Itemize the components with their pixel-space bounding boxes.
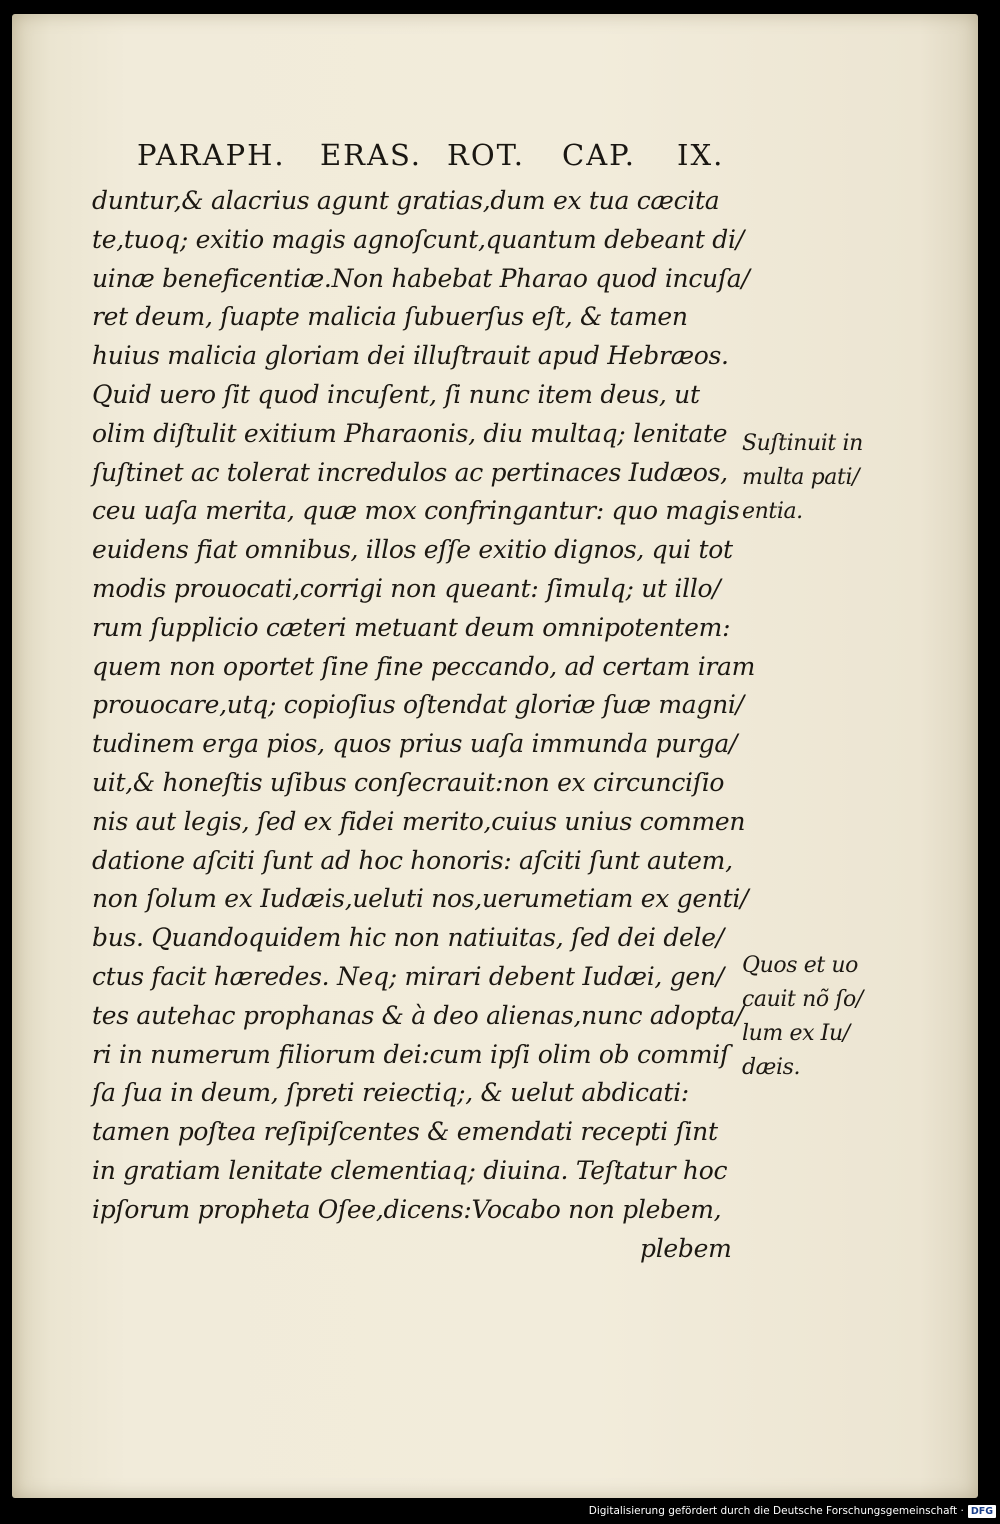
text-line: te,tuoq; exitio magis agnoſcunt,quantum debeant di/ (92, 224, 744, 254)
running-header (137, 138, 747, 178)
marginal-note-line: lum ex Iu/ (742, 1021, 850, 1046)
marginal-note-line: entia. (742, 499, 803, 524)
marginal-note-line: multa pati/ (742, 465, 860, 490)
credit-text: Digitalisierung gefördert durch die Deutsche Forschungsgemeinschaft · (588, 1505, 964, 1517)
text-line: quem non oportet ſine fine peccando, ad certam iram (92, 651, 756, 681)
text-line: ri in numerum filiorum dei:cum ipſi olim ob commiſ (92, 1039, 729, 1069)
text-line: ſa ſua in deum, ſpreti reiectiq;, & uelut abdicati: (92, 1078, 689, 1108)
text-line: bus. Quandoquidem hic non natiuitas, ſed dei dele/ (92, 923, 724, 953)
text-line: ſuſtinet ac tolerat incredulos ac pertinaces Iudæos, (92, 457, 728, 487)
text-line: ceu uaſa merita, quæ mox confringantur: quo magis (92, 496, 740, 526)
header-word-4: CAP. (562, 138, 636, 172)
marginal-note-line: Quos et uo (742, 953, 859, 978)
marginal-note-line: Suſtinuit in (742, 431, 863, 456)
text-line: nis aut legis, ſed ex fidei merito,cuius unius commen (92, 806, 746, 836)
text-line: tamen poſtea reſipiſcentes & emendati recepti ſint (92, 1117, 718, 1147)
text-line: duntur,& alacrius agunt gratias,dum ex tua cæcita (92, 186, 720, 215)
marginal-note-line: dæis. (742, 1055, 801, 1080)
header-word-1: PARAPH. (137, 138, 286, 172)
marginal-note-line: cauit nõ ſo/ (742, 987, 863, 1012)
header-word-2: ERAS. (320, 138, 422, 172)
text-line: prouocare,utq; copioſius oſtendat gloriæ ſuæ magni/ (92, 690, 744, 720)
text-line: rum ſupplicio cæteri metuant deum omnipotentem: (92, 612, 731, 642)
text-line: in gratiam lenitate clementiaq; diuina. Teſtatur hoc (92, 1155, 728, 1185)
book-page (12, 14, 978, 1498)
text-line: tudinem erga pios, quos prius uaſa immunda purga/ (92, 729, 738, 759)
text-line: euidens fiat omnibus, illos eſſe exitio dignos, qui tot (92, 535, 733, 565)
marginal-note-sustinuit (742, 427, 892, 529)
text-line: ipſorum propheta Oſee,dicens:Vocabo non plebem, (92, 1194, 722, 1224)
text-line: tes autehac prophanas & à deo alienas,nunc adopta/ (92, 1000, 744, 1030)
text-line: non ſolum ex Iudæis,ueluti nos,uerumetiam ex genti/ (92, 884, 749, 914)
digitization-credit (589, 1502, 996, 1520)
header-word-3: ROT. (447, 138, 525, 172)
text-line: modis prouocati,corrigi non queant: ſimulq; ut illo/ (92, 573, 721, 603)
text-line: Quid uero ſit quod incuſent, ſi nunc item deus, ut (92, 379, 700, 409)
main-text-block (92, 182, 756, 1268)
text-line: uit,& honeſtis uſibus conſecrauit:non ex circunciſio (92, 767, 725, 797)
text-line: ctus facit hæredes. Neq; mirari debent Iudæi, gen/ (92, 961, 724, 991)
text-line: huius malicia gloriam dei illuſtrauit apud Hebræos. (92, 341, 729, 371)
text-line: ret deum, ſuapte malicia ſubuerſus eſt, & tamen (92, 302, 688, 332)
text-line: olim diſtulit exitium Pharaonis, diu multaq; lenitate (92, 418, 728, 448)
dfg-logo-icon: DFG (968, 1505, 996, 1518)
text-line: uinæ beneficentiæ.Non habebat Pharao quod incuſa/ (92, 263, 750, 293)
header-word-5: IX. (677, 138, 725, 172)
marginal-note-quos-et-uocauit (742, 949, 892, 1085)
catchword: plebem (640, 1233, 732, 1263)
text-line: datione aſciti ſunt ad hoc honoris: aſciti ſunt autem, (92, 845, 733, 875)
